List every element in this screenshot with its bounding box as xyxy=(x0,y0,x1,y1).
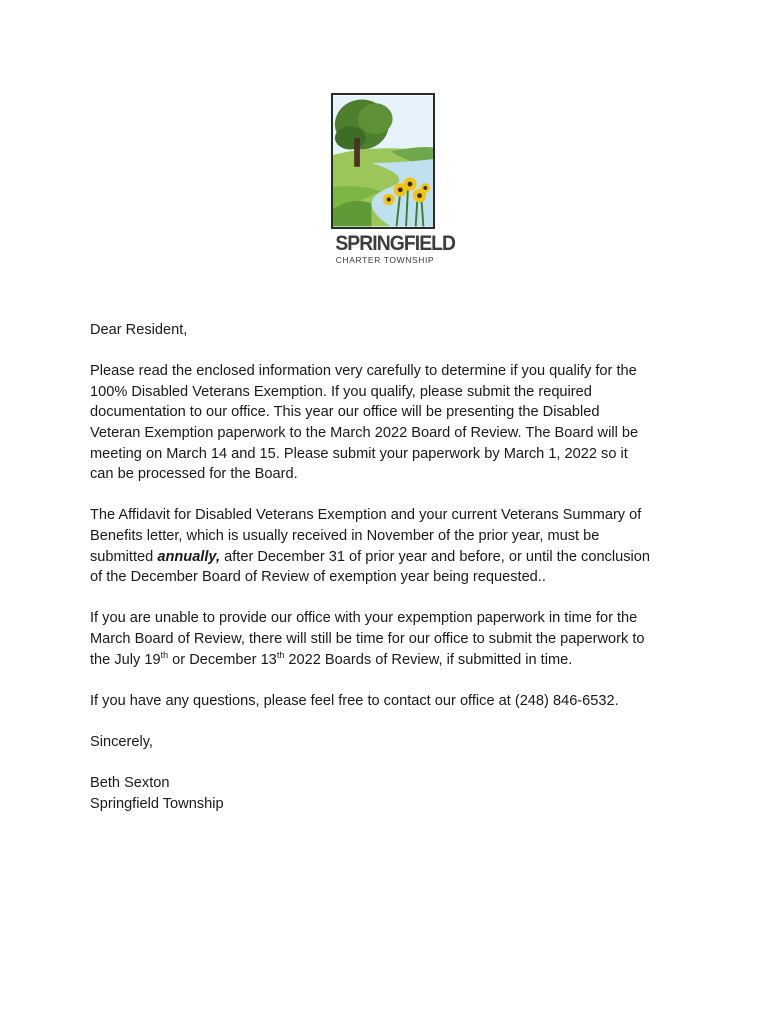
ordinal-suffix: th xyxy=(160,649,169,660)
ordinal-suffix: th xyxy=(276,649,285,660)
text-line: If you have any questions, please feel free to contact our office at (248) 846-6532. xyxy=(90,692,619,709)
text-line: 100% Disabled Veterans Exemption. If you qualify, please submit the required xyxy=(90,383,592,400)
signer-org: Springfield Township xyxy=(90,795,224,812)
logo-subtitle: CHARTER TOWNSHIP xyxy=(335,255,435,265)
text-line: If you are unable to provide our office with your expemption paperwork in time for the xyxy=(90,610,638,627)
text-line xyxy=(90,650,690,671)
text-line: March Board of Review, there will still be time for our office to submit the paperwork to xyxy=(90,630,645,647)
text-fragment: or December 13 xyxy=(168,651,277,668)
text-line: The Affidavit for Disabled Veterans Exemption and your current Veterans Summary of xyxy=(90,507,642,524)
text-line: Please read the enclosed information very carefully to determine if you qualify for the xyxy=(90,363,637,380)
emphasis-annually: annually, xyxy=(157,548,221,565)
text-line xyxy=(90,547,690,568)
text-fragment: after December 31 of prior year and before, or until the conclusion xyxy=(220,548,650,565)
text-fragment: the July 19 xyxy=(90,651,161,668)
paragraph-contact xyxy=(90,691,690,712)
paragraph-affidavit xyxy=(90,505,690,587)
township-logo xyxy=(331,93,456,266)
text-line: Veteran Exemption paperwork to the March 2022 Board of Review. The Board will be xyxy=(90,424,639,441)
letter-body xyxy=(90,320,690,835)
text-line: documentation to our office. This year our office will be presenting the Disabled xyxy=(90,404,600,421)
text-line: of the December Board of Review of exemption year being requested.. xyxy=(90,569,546,586)
paragraph-later-boards xyxy=(90,608,690,670)
landscape-logo-icon xyxy=(331,93,435,229)
closing: Sincerely, xyxy=(90,733,153,750)
logo-wordmark xyxy=(331,232,456,266)
text-fragment: submitted xyxy=(90,548,158,565)
text-line: Benefits letter, which is usually received in November of the prior year, must be xyxy=(90,527,600,544)
logo-name: SPRINGFIELD xyxy=(335,232,456,255)
text-line: meeting on March 14 and 15. Please submit your paperwork by March 1, 2022 so it xyxy=(90,445,628,462)
text-fragment: 2022 Boards of Review, if submitted in time. xyxy=(284,651,573,668)
signer-name: Beth Sexton xyxy=(90,775,170,792)
paragraph-intro xyxy=(90,361,690,485)
salutation: Dear Resident, xyxy=(90,322,188,338)
signature-block xyxy=(90,773,690,814)
text-line: can be processed for the Board. xyxy=(90,466,298,483)
